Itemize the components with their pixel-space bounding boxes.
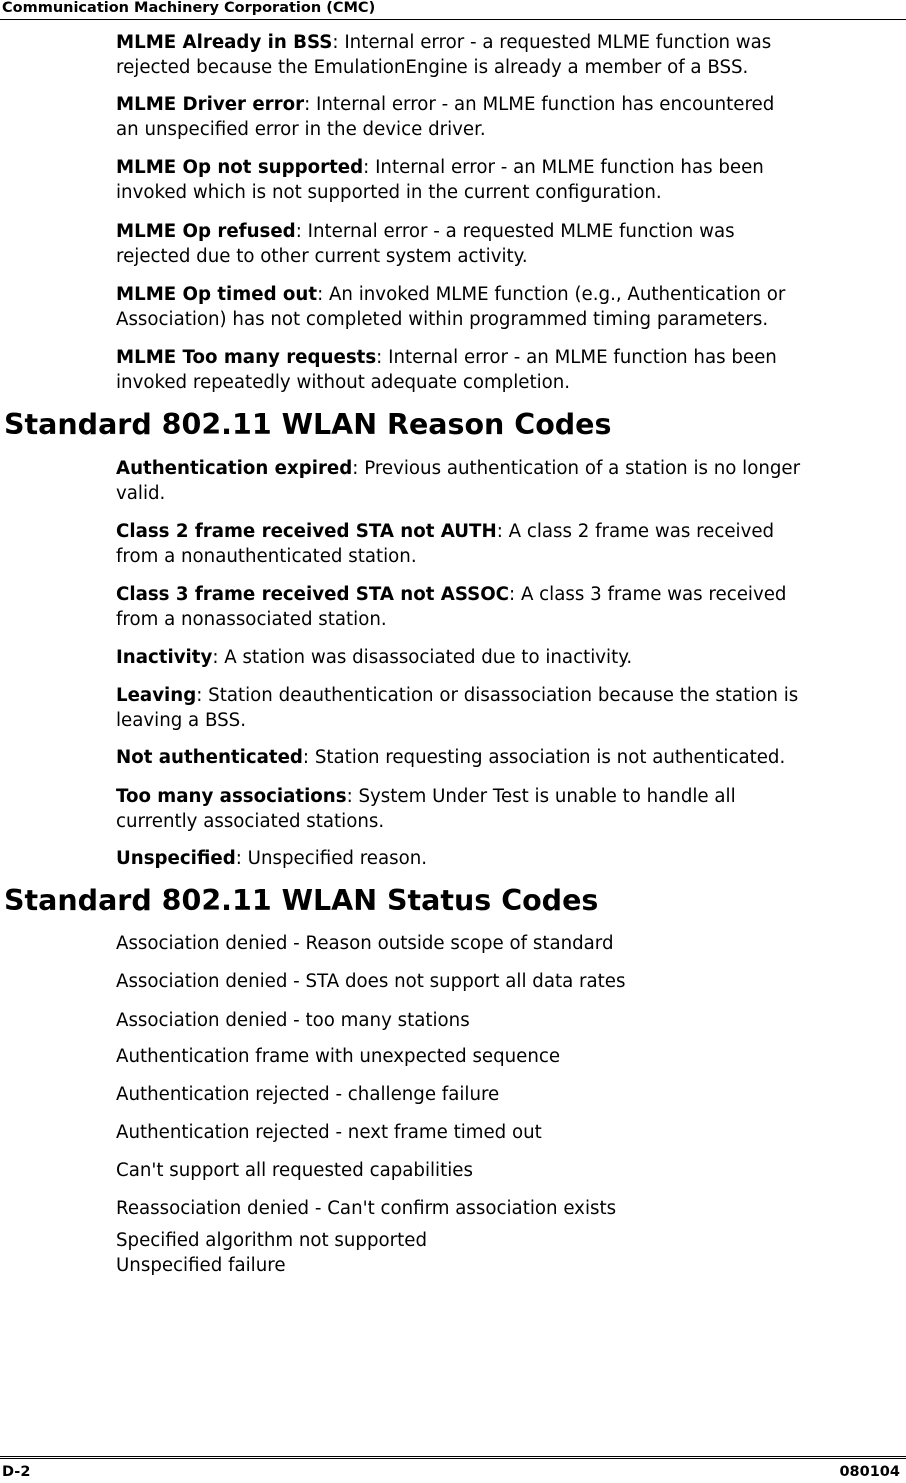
page-footer xyxy=(0,1456,906,1483)
status-code-item: Unspecified failure xyxy=(116,1255,286,1276)
entry-line-1 xyxy=(116,582,902,607)
entry-text: : A station was disassociated due to inactivity. xyxy=(212,647,633,668)
status-code-item: Can't support all requested capabilities xyxy=(116,1160,473,1181)
entry-term: Inactivity xyxy=(116,647,213,668)
entry-line-1 xyxy=(116,745,902,770)
page-number: D-2 xyxy=(2,1464,31,1480)
entry-line-1 xyxy=(116,30,902,55)
entry-line-1 xyxy=(116,92,902,117)
entry-line-2: Association) has not completed within programmed timing parameters. xyxy=(116,309,769,330)
entry-line-1 xyxy=(116,219,902,244)
header-title: Communication Machinery Corporation (CMC) xyxy=(2,0,376,16)
entry-line-1 xyxy=(116,645,902,670)
entry-term: Not authenticated xyxy=(116,747,303,768)
entry-line-2: from a nonauthenticated station. xyxy=(116,546,417,567)
entry-term: MLME Too many requests xyxy=(116,347,377,368)
definition-entry xyxy=(116,219,902,269)
entry-line-2: invoked repeatedly without adequate completion. xyxy=(116,372,571,393)
definition-entry xyxy=(116,155,902,205)
entry-text: : Station requesting association is not authenticated. xyxy=(302,747,786,768)
entry-text: : Internal error - an MLME function has been xyxy=(376,347,777,368)
entry-text: : Unspecified reason. xyxy=(235,848,428,869)
status-code-item: Association denied - too many stations xyxy=(116,1010,470,1031)
entry-text: : Internal error - an MLME function has encountered xyxy=(304,94,775,115)
section-heading-reason-codes: Standard 802.11 WLAN Reason Codes xyxy=(4,408,612,441)
entry-line-1 xyxy=(116,519,902,544)
entry-term: MLME Op refused xyxy=(116,221,296,242)
entry-line-2: an unspecified error in the device driver. xyxy=(116,119,486,140)
entry-text: : An invoked MLME function (e.g., Authentication or xyxy=(317,284,786,305)
entry-line-2: leaving a BSS. xyxy=(116,710,247,731)
entry-text: : Internal error - a requested MLME function was xyxy=(332,32,772,53)
definition-entry xyxy=(116,784,902,834)
entry-term: MLME Op timed out xyxy=(116,284,318,305)
entry-text: : Station deauthentication or disassociation because the station is xyxy=(196,685,799,706)
status-code-item: Authentication rejected - next frame timed out xyxy=(116,1122,542,1143)
status-code-item: Association denied - Reason outside scope of standard xyxy=(116,933,614,954)
entry-line-2: currently associated stations. xyxy=(116,811,385,832)
definition-entry xyxy=(116,745,902,770)
entry-line-2: invoked which is not supported in the current configuration. xyxy=(116,182,662,203)
definition-entry xyxy=(116,92,902,142)
definition-entry xyxy=(116,30,902,80)
definition-entry xyxy=(116,519,902,569)
status-code-item: Authentication frame with unexpected sequence xyxy=(116,1046,561,1067)
document-date-code: 080104 xyxy=(839,1464,900,1480)
definition-entry xyxy=(116,846,902,871)
entry-term: Authentication expired xyxy=(116,458,353,479)
entry-line-1 xyxy=(116,456,902,481)
entry-text: : Previous authentication of a station is no longer xyxy=(352,458,801,479)
status-code-item: Association denied - STA does not support all data rates xyxy=(116,971,626,992)
entry-term: Class 3 frame received STA not ASSOC xyxy=(116,584,510,605)
entry-line-2: rejected due to other current system activity. xyxy=(116,246,528,267)
entry-line-1 xyxy=(116,282,902,307)
entry-line-1 xyxy=(116,683,902,708)
definition-entry xyxy=(116,645,902,670)
entry-line-2: from a nonassociated station. xyxy=(116,609,387,630)
entry-text: : System Under Test is unable to handle all xyxy=(346,786,736,807)
status-code-item: Specified algorithm not supported xyxy=(116,1230,427,1251)
entry-term: Unspecified xyxy=(116,848,236,869)
entry-text: : A class 2 frame was received xyxy=(496,521,775,542)
entry-term: MLME Op not supported xyxy=(116,157,364,178)
entry-text: : A class 3 frame was received xyxy=(509,584,787,605)
entry-text: : Internal error - a requested MLME function was xyxy=(295,221,735,242)
entry-line-2: rejected because the EmulationEngine is already a member of a BSS. xyxy=(116,57,749,78)
entry-term: MLME Driver error xyxy=(116,94,305,115)
section-heading-status-codes: Standard 802.11 WLAN Status Codes xyxy=(4,884,599,917)
definition-entry xyxy=(116,683,902,733)
page-header xyxy=(0,0,906,20)
entry-line-1 xyxy=(116,155,902,180)
entry-line-1 xyxy=(116,345,902,370)
definition-entry xyxy=(116,582,902,632)
definition-entry xyxy=(116,456,902,506)
entry-term: MLME Already in BSS xyxy=(116,32,333,53)
definition-entry xyxy=(116,282,902,332)
entry-line-2: valid. xyxy=(116,483,166,504)
entry-term: Too many associations xyxy=(116,786,347,807)
entry-term: Leaving xyxy=(116,685,197,706)
entry-line-1 xyxy=(116,784,902,809)
definition-entry xyxy=(116,345,902,395)
entry-text: : Internal error - an MLME function has been xyxy=(363,157,764,178)
status-code-item: Authentication rejected - challenge failure xyxy=(116,1084,500,1105)
entry-line-1 xyxy=(116,846,902,871)
status-code-item: Reassociation denied - Can't confirm association exists xyxy=(116,1198,617,1219)
entry-term: Class 2 frame received STA not AUTH xyxy=(116,521,497,542)
